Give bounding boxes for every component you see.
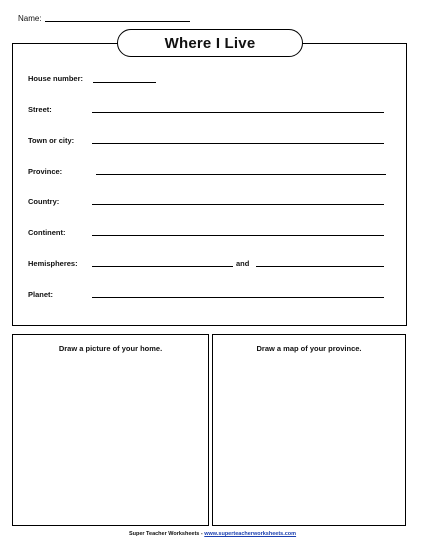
name-row: [18, 14, 190, 23]
and-label: and: [236, 259, 250, 268]
draw-map-title: Draw a map of your province.: [256, 344, 362, 353]
country-label: Country:: [28, 197, 60, 206]
town-line[interactable]: [92, 143, 384, 144]
hemisphere-two-line[interactable]: [256, 266, 384, 267]
house-number-line[interactable]: [93, 82, 156, 83]
continent-line[interactable]: [92, 235, 384, 236]
draw-home-title: Draw a picture of your home.: [58, 344, 163, 353]
planet-line[interactable]: [92, 297, 384, 298]
street-label: Street:: [28, 105, 52, 114]
hemispheres-label: Hemispheres:: [28, 259, 78, 268]
province-label: Province:: [28, 167, 63, 176]
continent-label: Continent:: [28, 228, 66, 237]
hemisphere-one-line[interactable]: [92, 266, 233, 267]
planet-label: Planet:: [28, 290, 54, 299]
page-title: [117, 29, 303, 57]
footer-brand: Super Teacher Worksheets: [128, 531, 200, 537]
footer-separator: -: [199, 531, 205, 537]
country-line[interactable]: [92, 204, 384, 205]
town-label: Town or city:: [28, 136, 75, 145]
draw-home-box[interactable]: [12, 334, 209, 526]
name-label: Name:: [18, 14, 42, 23]
page-title-text: Where I Live: [164, 34, 256, 52]
footer: [0, 531, 425, 537]
street-line[interactable]: [92, 112, 384, 113]
name-input-line[interactable]: [45, 21, 190, 22]
footer-link[interactable]: www.superteacherworksheets.com: [204, 531, 297, 537]
draw-map-box[interactable]: [212, 334, 406, 526]
address-box: [12, 43, 407, 326]
house-number-label: House number:: [28, 74, 84, 83]
province-line[interactable]: [96, 174, 386, 175]
